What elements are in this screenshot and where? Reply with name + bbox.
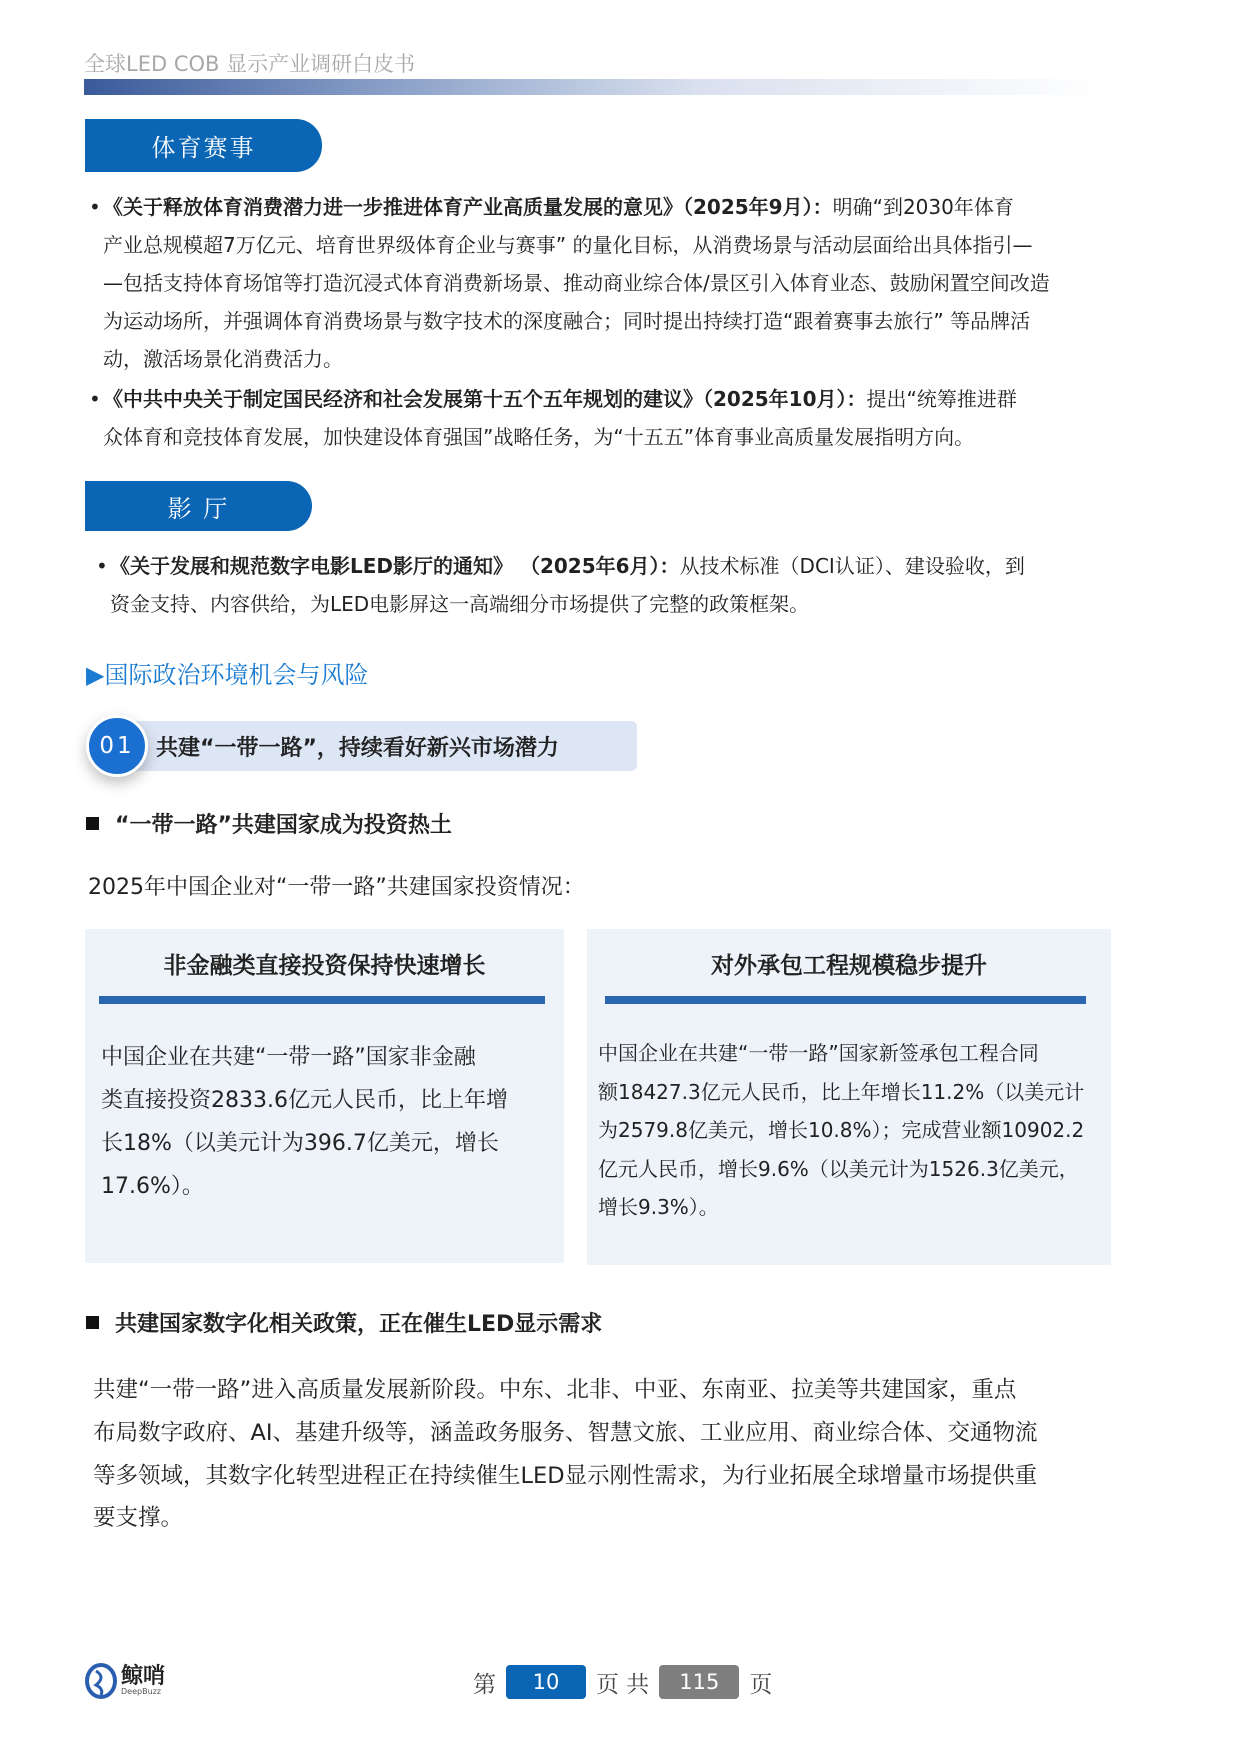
text-line: 众体育和竞技体育发展，加快建设体育强国”战略任务，为“十五五”体育事业高质量发展指明方向。 xyxy=(103,425,975,449)
text-line: 中国企业在共建“一带一路”国家非金融 xyxy=(101,1045,476,1070)
policy-title: 《关于发展和规范数字电影LED影厅的通知》 （2025年6月）： xyxy=(110,554,680,578)
text-line: 亿元人民币，增长9.6%（以美元计为1526.3亿美元， xyxy=(598,1156,1079,1181)
digital-policy-paragraph xyxy=(93,1369,1038,1540)
text-line: 《关于释放体育消费潜力进一步推进体育产业高质量发展的意见》（2025年9月）：明确“到2030年体育 xyxy=(103,195,1014,219)
subheading-2 xyxy=(86,1307,602,1338)
info-box-right xyxy=(587,929,1111,1265)
box-right-title: 对外承包工程规模稳步提升 xyxy=(711,953,987,979)
page-prefix: 第 xyxy=(473,1671,496,1698)
total-pages: 115 xyxy=(659,1665,739,1699)
cinema-bullet: • 《关于发展和规范数字电影LED影厅的通知》 （2025年6月）：从技术标准（DCI认证）、建设验收，到 资金支持、内容供给，为LED电影屏这一高端细分市场提供了完整的政策框架。 xyxy=(110,547,1120,623)
text-line: 产业总规模超7万亿元、培育世界级体育企业与赛事” 的量化目标，从消费场景与活动层面给出具体指引— xyxy=(103,233,1033,257)
subheading-2-text: 共建国家数字化相关政策，正在催生LED显示需求 xyxy=(115,1312,603,1337)
text-line: 额18427.3亿元人民币，比上年增长11.2%（以美元计 xyxy=(598,1079,1085,1104)
policy-title: 《关于释放体育消费潜力进一步推进体育产业高质量发展的意见》（2025年9月）： xyxy=(103,195,833,219)
square-bullet-icon xyxy=(86,817,99,830)
text-line: —包括支持体育场馆等打造沉浸式体育消费新场景、推动商业综合体/景区引入体育业态、鼓励闲置空间改造 xyxy=(103,271,1050,295)
box-right-divider xyxy=(605,996,1086,1004)
numbered-heading-label: 共建“一带一路”，持续看好新兴市场潜力 xyxy=(112,721,637,771)
subheading-1 xyxy=(86,808,452,839)
text-line: 动，激活场景化消费活力。 xyxy=(103,347,343,371)
text-line: 资金支持、内容供给，为LED电影屏这一高端细分市场提供了完整的政策框架。 xyxy=(110,592,810,616)
logo-subtext: DeepBuzz xyxy=(121,1687,162,1696)
text-line: 等多领域，其数字化转型进程正在持续催生LED显示刚性需求，为行业拓展全球增量市场提供重 xyxy=(93,1462,1038,1489)
document-header-title: 全球LED COB 显示产业调研白皮书 xyxy=(84,52,416,76)
text-line: 中国企业在共建“一带一路”国家新签承包工程合同 xyxy=(598,1041,1039,1065)
text-line: 17.6%）。 xyxy=(101,1174,204,1199)
text-line: 要支撑。 xyxy=(93,1505,184,1532)
text-line: 共建“一带一路”进入高质量发展新阶段。中东、北非、中亚、东南亚、拉美等共建国家，重点 xyxy=(93,1377,1017,1403)
square-bullet-icon xyxy=(86,1316,99,1329)
page-suffix: 页 xyxy=(749,1671,773,1698)
text-line: 为2579.8亿美元，增长10.8%）；完成营业额10902.2 xyxy=(598,1118,1085,1142)
text-line: 《中共中央关于制定国民经济和社会发展第十五个五年规划的建议》（2025年10月）：提出“统筹推进群 xyxy=(103,387,1017,411)
text-line: 《关于发展和规范数字电影LED影厅的通知》 （2025年6月）：从技术标准（DCI认证）、建设验收，到 xyxy=(110,554,1025,578)
section-heading: ▶国际政治环境机会与风险 xyxy=(86,661,369,689)
page-middle: 页 共 xyxy=(596,1671,650,1698)
whale-logo-icon xyxy=(84,1663,118,1699)
info-box-left xyxy=(85,929,564,1263)
brand-logo xyxy=(84,1663,165,1699)
intro-text: 2025年中国企业对“一带一路”共建国家投资情况： xyxy=(88,875,585,900)
text-line: 布局数字政府、AI、基建升级等，涵盖政务服务、智慧文旅、工业应用、商业综合体、交通物流 xyxy=(93,1419,1038,1446)
header-gradient-bar xyxy=(84,79,1104,95)
current-page: 10 xyxy=(506,1665,586,1699)
text-line: 为运动场所，并强调体育消费场景与数字技术的深度融合；同时提出持续打造“跟着赛事去旅行” 等品牌活 xyxy=(103,309,1031,333)
box-left-divider xyxy=(99,996,545,1004)
text-line: 增长9.3%）。 xyxy=(598,1195,719,1219)
text-line: 类直接投资2833.6亿元人民币，比上年增 xyxy=(101,1088,508,1113)
logo-text: 鲸哨 xyxy=(121,1664,166,1689)
section-tab-cinema: 影 厅 xyxy=(85,481,312,531)
sports-bullet-1: • 《关于释放体育消费潜力进一步推进体育产业高质量发展的意见》（2025年9月）：明确“到2030年体育 产业总规模超7万亿元、培育世界级体育企业与赛事” 的量化目标，从消费场景与活动层面给出具体指引— —包括支持体育场馆等打造沉浸式体育消费新场景、推动商业综合体/景区引入体育业态、鼓励闲置空间改造 为运动场所，并强调体育消费场景与数字技术的深度融合；同时提出持续打造“跟着赛事去旅行” 等品牌活 动，激活场景化消费活力。 xyxy=(103,188,1123,378)
subheading-1-text: “一带一路”共建国家成为投资热土 xyxy=(115,813,452,838)
section-tab-sports: 体育赛事 xyxy=(85,119,322,172)
policy-title: 《中共中央关于制定国民经济和社会发展第十五个五年规划的建议》（2025年10月）： xyxy=(103,387,867,411)
text-line: 长18%（以美元计为396.7亿美元，增长 xyxy=(101,1131,499,1156)
sports-bullet-2: • 《中共中央关于制定国民经济和社会发展第十五个五年规划的建议》（2025年10月）：提出“统筹推进群 众体育和竞技体育发展，加快建设体育强国”战略任务，为“十五五”体育事业高质量发展指明方向。 xyxy=(103,380,1123,456)
page-indicator xyxy=(473,1665,772,1699)
box-left-title: 非金融类直接投资保持快速增长 xyxy=(163,953,486,979)
number-badge: 01 xyxy=(86,715,148,777)
